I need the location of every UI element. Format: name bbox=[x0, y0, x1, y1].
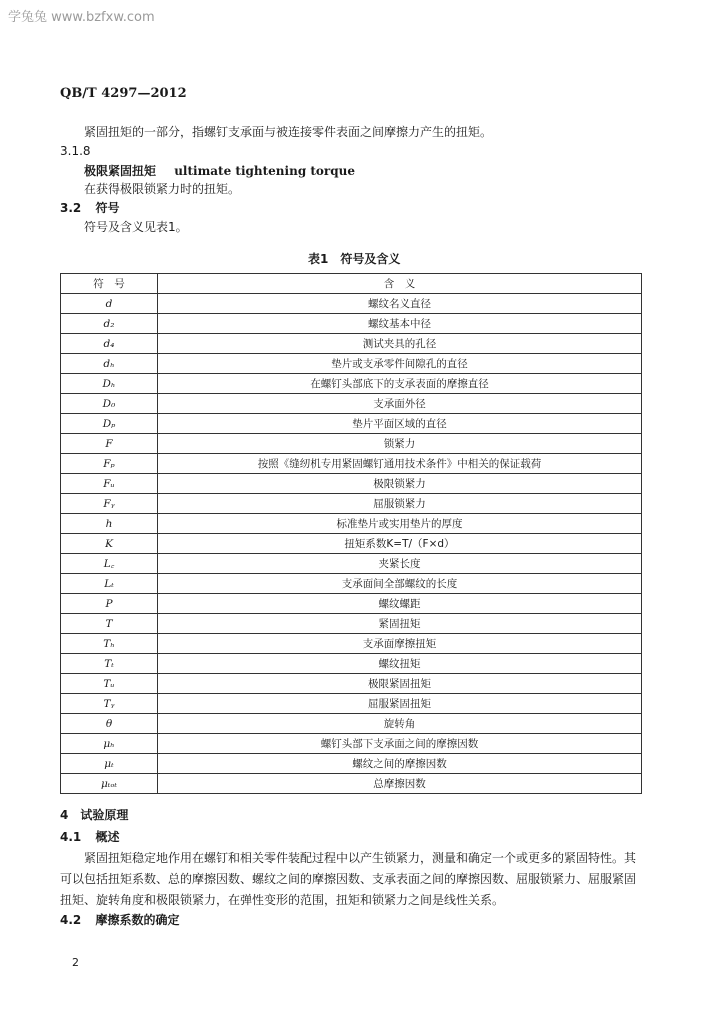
section-4-2-heading bbox=[60, 911, 179, 928]
meaning-cell: 支承面外径 bbox=[158, 394, 642, 414]
meaning-cell: 紧固扭矩 bbox=[158, 614, 642, 634]
meaning-cell: 螺纹基本中径 bbox=[158, 314, 642, 334]
table-row bbox=[61, 514, 642, 534]
table-row bbox=[61, 394, 642, 414]
meaning-cell: 测试夹具的孔径 bbox=[158, 334, 642, 354]
symbol-cell: Dₕ bbox=[61, 374, 158, 394]
standard-header: QB/T 4297—2012 bbox=[60, 86, 187, 101]
meaning-cell: 锁紧力 bbox=[158, 434, 642, 454]
table-row bbox=[61, 414, 642, 434]
symbol-cell: Dₚ bbox=[61, 414, 158, 434]
table-row bbox=[61, 554, 642, 574]
symbol-cell: d₂ bbox=[61, 314, 158, 334]
meaning-cell: 极限锁紧力 bbox=[158, 474, 642, 494]
symbol-cell: Fᵤ bbox=[61, 474, 158, 494]
table-row bbox=[61, 634, 642, 654]
table-row bbox=[61, 694, 642, 714]
symbol-cell: θ bbox=[61, 714, 158, 734]
page-number: 2 bbox=[72, 956, 79, 969]
meaning-cell: 螺纹名义直径 bbox=[158, 294, 642, 314]
meaning-cell: 支承面间全部螺纹的长度 bbox=[158, 574, 642, 594]
symbol-cell: Fᵧ bbox=[61, 494, 158, 514]
watermark: 学兔兔 www.bzfxw.com bbox=[8, 10, 155, 25]
table-row bbox=[61, 534, 642, 554]
table-row bbox=[61, 774, 642, 794]
symbol-cell: T bbox=[61, 614, 158, 634]
meaning-cell: 支承面摩擦扭矩 bbox=[158, 634, 642, 654]
section-4-2-title: 摩擦系数的确定 bbox=[95, 913, 180, 927]
symbol-cell: L꜀ bbox=[61, 554, 158, 574]
symbol-cell: μₜ bbox=[61, 754, 158, 774]
table-header-row bbox=[61, 274, 642, 294]
section-4-1-text: 紧固扭矩稳定地作用在螺钉和相关零件装配过程中以产生锁紧力，测量和确定一个或更多的紧固特性。其可以包括扭矩系数、总的摩擦因数、螺纹之间的摩擦因数、支承表面之间的摩擦因数、屈服锁紧力、屈服紧固扭矩、旋转角度和极限锁紧力，在弹性变形的范围，扭矩和锁紧力之间是线性关系。 bbox=[60, 851, 637, 907]
symbol-cell: K bbox=[61, 534, 158, 554]
meaning-cell: 螺纹扭矩 bbox=[158, 654, 642, 674]
term-heading bbox=[84, 162, 355, 179]
meaning-cell: 总摩擦因数 bbox=[158, 774, 642, 794]
meaning-cell: 垫片平面区域的直径 bbox=[158, 414, 642, 434]
meaning-cell: 在螺钉头部底下的支承表面的摩擦直径 bbox=[158, 374, 642, 394]
symbol-cell: P bbox=[61, 594, 158, 614]
symbol-cell: d bbox=[61, 294, 158, 314]
symbol-cell: Lₜ bbox=[61, 574, 158, 594]
meaning-cell: 垫片或支承零件间隙孔的直径 bbox=[158, 354, 642, 374]
symbol-cell: μₕ bbox=[61, 734, 158, 754]
section-3-2-number: 3.2 bbox=[60, 201, 82, 215]
symbol-cell: Tₕ bbox=[61, 634, 158, 654]
header-meaning: 含 义 bbox=[158, 274, 642, 294]
table-row bbox=[61, 594, 642, 614]
table-row bbox=[61, 614, 642, 634]
table-row bbox=[61, 674, 642, 694]
symbol-cell: μₜₒₜ bbox=[61, 774, 158, 794]
term-definition: 在获得极限锁紧力时的扭矩。 bbox=[84, 182, 241, 196]
meaning-cell: 扭矩系数K=T/（F×d） bbox=[158, 534, 642, 554]
table-row bbox=[61, 434, 642, 454]
meaning-cell: 屈服锁紧力 bbox=[158, 494, 642, 514]
table-row bbox=[61, 574, 642, 594]
symbol-cell: Tᵤ bbox=[61, 674, 158, 694]
table-row bbox=[61, 734, 642, 754]
symbol-cell: F bbox=[61, 434, 158, 454]
table-row bbox=[61, 494, 642, 514]
section-4-1-number: 4.1 bbox=[60, 830, 82, 844]
section-number-3-1-8: 3.1.8 bbox=[60, 144, 91, 158]
meaning-cell: 夹紧长度 bbox=[158, 554, 642, 574]
paragraph-continuation: 紧固扭矩的一部分，指螺钉支承面与被连接零件表面之间摩擦力产生的扭矩。 bbox=[84, 125, 493, 139]
meaning-cell: 标准垫片或实用垫片的厚度 bbox=[158, 514, 642, 534]
symbol-cell: dₕ bbox=[61, 354, 158, 374]
meaning-cell: 螺纹螺距 bbox=[158, 594, 642, 614]
meaning-cell: 螺钉头部下支承面之间的摩擦因数 bbox=[158, 734, 642, 754]
table-row bbox=[61, 294, 642, 314]
table-row bbox=[61, 314, 642, 334]
term-english: ultimate tightening torque bbox=[174, 164, 356, 178]
section-4-heading: 4 试验原理 bbox=[60, 808, 129, 822]
table-row bbox=[61, 334, 642, 354]
section-3-2-title: 符号 bbox=[95, 201, 120, 215]
meaning-cell: 旋转角 bbox=[158, 714, 642, 734]
table-row bbox=[61, 454, 642, 474]
symbol-cell: h bbox=[61, 514, 158, 534]
symbol-cell: Fₚ bbox=[61, 454, 158, 474]
table-row bbox=[61, 474, 642, 494]
section-4-1-heading bbox=[60, 828, 119, 845]
meaning-cell: 螺纹之间的摩擦因数 bbox=[158, 754, 642, 774]
symbol-cell: d₄ bbox=[61, 334, 158, 354]
header-symbol: 符 号 bbox=[61, 274, 158, 294]
symbol-cell: Tₜ bbox=[61, 654, 158, 674]
meaning-cell: 极限紧固扭矩 bbox=[158, 674, 642, 694]
table-row bbox=[61, 714, 642, 734]
table-row bbox=[61, 654, 642, 674]
symbol-cell: D₀ bbox=[61, 394, 158, 414]
symbol-cell: Tᵧ bbox=[61, 694, 158, 714]
section-4-1-title: 概述 bbox=[95, 830, 120, 844]
section-3-2-text: 符号及含义见表1。 bbox=[84, 220, 188, 234]
symbol-table bbox=[60, 273, 642, 794]
table-row bbox=[61, 374, 642, 394]
table-caption: 表1 符号及含义 bbox=[308, 252, 401, 266]
meaning-cell: 按照《缝纫机专用紧固螺钉通用技术条件》中相关的保证载荷 bbox=[158, 454, 642, 474]
term-chinese: 极限紧固扭矩 bbox=[84, 164, 157, 178]
section-3-2-heading bbox=[60, 199, 119, 216]
meaning-cell: 屈服紧固扭矩 bbox=[158, 694, 642, 714]
table-row bbox=[61, 354, 642, 374]
section-4-2-number: 4.2 bbox=[60, 913, 82, 927]
table-row bbox=[61, 754, 642, 774]
